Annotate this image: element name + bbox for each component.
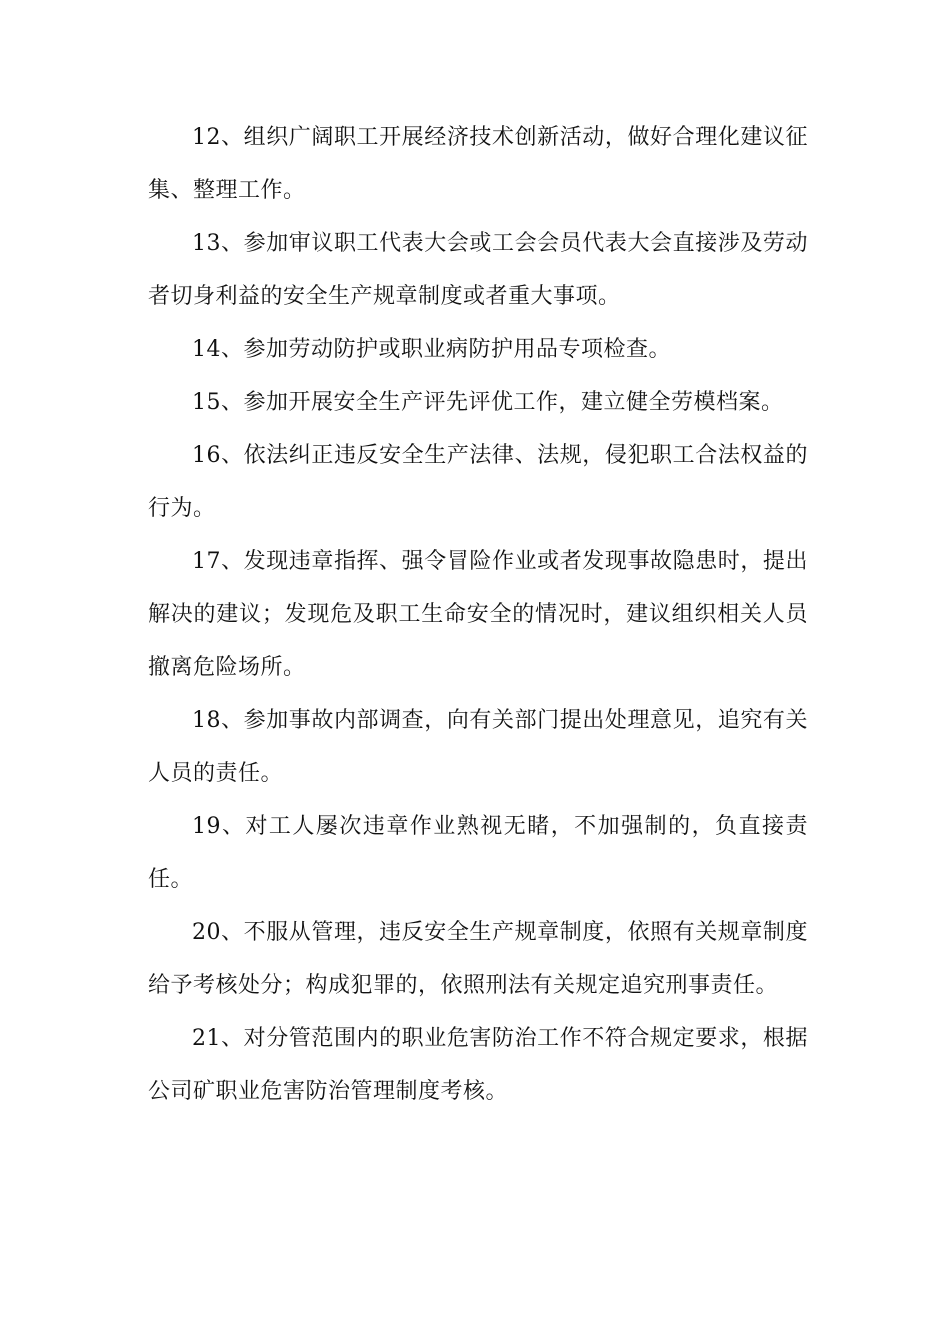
paragraph-item-17: 17、发现违章指挥、强令冒险作业或者发现事故隐患时，提出解决的建议；发现危及职工生命安全的情况时，建议组织相关人员撤离危险场所。	[148, 549, 808, 680]
paragraph-item-16: 16、依法纠正违反安全生产法律、法规，侵犯职工合法权益的行为。	[148, 443, 808, 521]
paragraph-item-18: 18、参加事故内部调查，向有关部门提出处理意见，追究有关人员的责任。	[148, 708, 808, 786]
document-body	[148, 111, 808, 1118]
paragraph-item-13: 13、参加审议职工代表大会或工会会员代表大会直接涉及劳动者切身利益的安全生产规章制度或者重大事项。	[148, 231, 808, 309]
paragraph-item-19: 19、对工人屡次违章作业熟视无睹，不加强制的，负直接责任。	[148, 814, 808, 892]
paragraph-item-15: 15、参加开展安全生产评先评优工作，建立健全劳模档案。	[192, 390, 784, 415]
paragraph-item-20: 20、不服从管理，违反安全生产规章制度，依照有关规章制度给予考核处分；构成犯罪的，依照刑法有关规定追究刑事责任。	[148, 920, 808, 998]
paragraph-item-21: 21、对分管范围内的职业危害防治工作不符合规定要求，根据公司矿职业危害防治管理制度考核。	[148, 1026, 808, 1104]
paragraph-item-12: 12、组织广阔职工开展经济技术创新活动，做好合理化建议征集、整理工作。	[148, 125, 808, 203]
paragraph-item-14: 14、参加劳动防护或职业病防护用品专项检查。	[192, 337, 671, 362]
